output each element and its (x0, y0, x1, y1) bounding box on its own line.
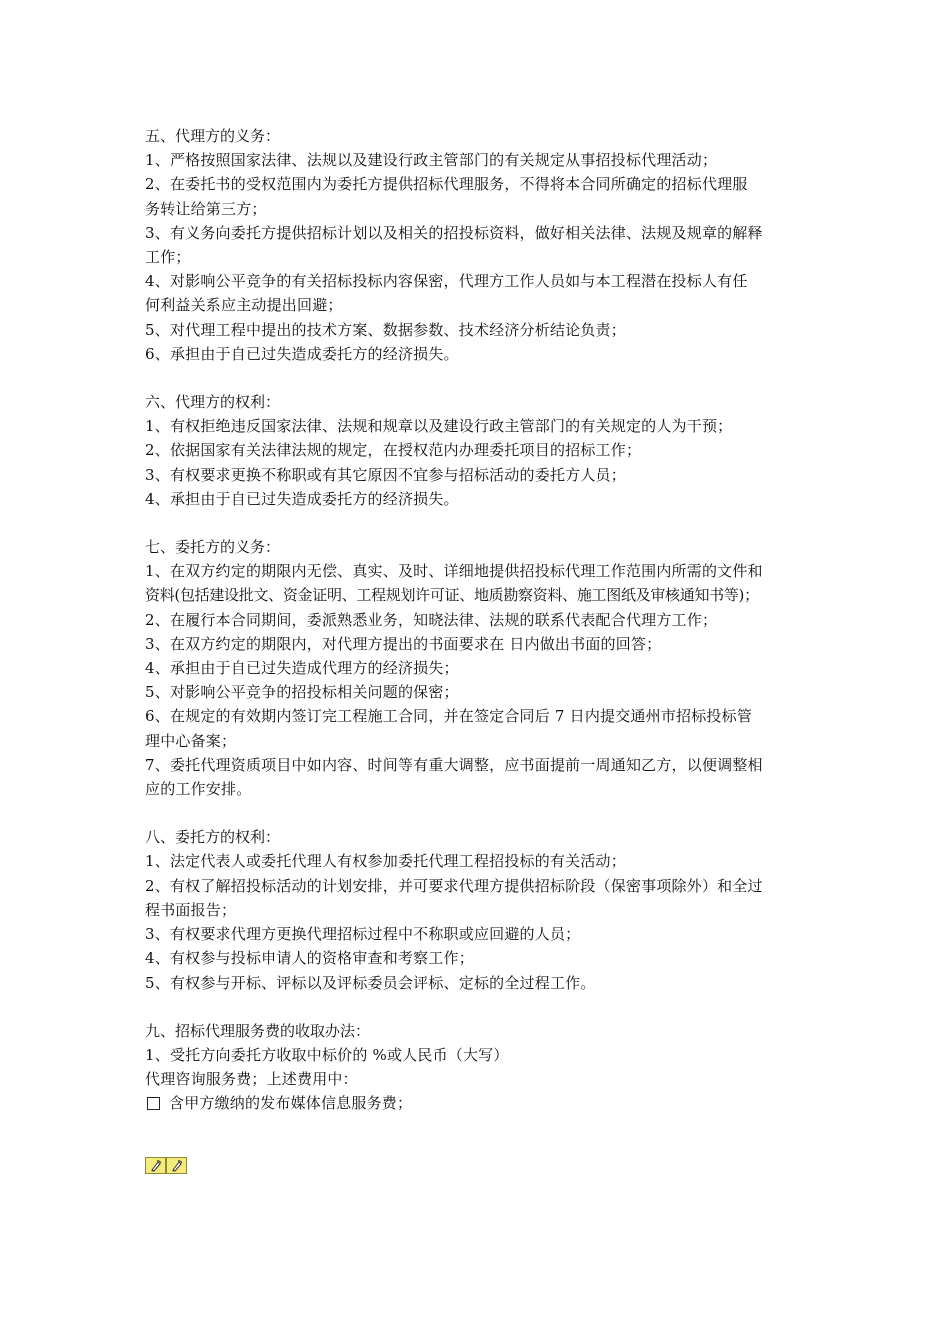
paragraph-line: 工作； (145, 248, 191, 267)
section-heading: 七、委托方的义务： (145, 538, 281, 557)
paragraph-line: 资料(包括建设批文、资金证明、工程规划许可证、地质勘察资料、施工图纸及审核通知书等)； (145, 586, 759, 605)
paragraph-line: 7、委托代理资质项目中如内容、时间等有重大调整，应书面提前一周通知乙方，以便调整相 (145, 755, 763, 774)
paragraph-line: 程书面报告； (145, 900, 237, 919)
paragraph-line: 3、有权要求更换不称职或有其它原因不宜参与招标活动的委托方人员； (145, 465, 626, 484)
paragraph-line: 4、有权参与投标申请人的资格审查和考察工作； (145, 949, 474, 968)
paragraph-line: 6、在规定的有效期内签订完工程施工合同，并在签定合同后 7 日内提交通州市招标投标管 (145, 707, 753, 726)
paragraph-line: 3、有权要求代理方更换代理招标过程中不称职或应回避的人员； (145, 925, 581, 944)
paragraph-line: 4、承担由于自已过失造成代理方的经济损失； (145, 659, 459, 678)
paragraph-line: 1、严格按照国家法律、法规以及建设行政主管部门的有关规定从事招投标代理活动； (145, 151, 718, 170)
paragraph-line: 6、承担由于自已过失造成委托方的经济损失。 (145, 344, 459, 363)
checkbox-option[interactable] (145, 1091, 817, 1115)
paragraph-line: 代理咨询服务费；上述费用中： (145, 1070, 358, 1089)
paragraph-line: 理中心备案； (145, 731, 237, 750)
paragraph-line: 3、在双方约定的期限内，对代理方提出的书面要求在 日内做出书面的回答； (145, 634, 662, 653)
paragraph-line: 何利益关系应主动提出回避； (145, 296, 343, 315)
paragraph-line: 2、有权了解招投标活动的计划安排，并可要求代理方提供招标阶段（保密事项除外）和全过 (145, 876, 763, 895)
paragraph-line: 2、依据国家有关法律法规的规定，在授权范内办理委托项目的招标工作； (145, 441, 642, 460)
edit-icon[interactable] (145, 1157, 166, 1174)
paragraph-line: 4、对影响公平竞争的有关招标投标内容保密，代理方工作人员如与本工程潜在投标人有任 (145, 272, 748, 291)
section-client-obligations (145, 535, 817, 801)
section-heading: 九、招标代理服务费的收取办法： (145, 1021, 371, 1040)
paragraph-line: 3、有义务向委托方提供招标计划以及相关的招投标资料，做好相关法律、法规及规章的解释 (145, 223, 763, 242)
section-client-rights (145, 825, 817, 994)
checkbox-label: 含甲方缴纳的发布媒体信息服务费； (169, 1094, 413, 1113)
section-heading: 五、代理方的义务： (145, 127, 281, 145)
paragraph-line: 务转让给第三方； (145, 199, 267, 218)
embedded-object-icons (145, 1157, 187, 1174)
section-agent-obligations (145, 124, 817, 366)
paragraph-line: 5、对代理工程中提出的技术方案、数据参数、技术经济分析结论负责； (145, 320, 626, 339)
paragraph-line: 4、承担由于自已过失造成委托方的经济损失。 (145, 489, 459, 508)
section-heading: 八、委托方的权利： (145, 828, 281, 847)
paragraph-line: 应的工作安排。 (145, 780, 252, 799)
edit-icon[interactable] (166, 1157, 187, 1174)
paragraph-line: 1、在双方约定的期限内无偿、真实、及时、详细地提供招投标代理工作范围内所需的文件和 (145, 562, 763, 581)
section-heading: 六、代理方的权利： (145, 393, 281, 412)
checkbox-icon[interactable] (147, 1097, 160, 1110)
paragraph-line: 2、在委托书的受权范围内为委托方提供招标代理服务，不得将本合同所确定的招标代理服 (145, 175, 748, 194)
section-agent-rights (145, 390, 817, 511)
paragraph-line: 2、在履行本合同期间，委派熟悉业务，知晓法律、法规的联系代表配合代理方工作； (145, 610, 718, 629)
paragraph-line: 1、法定代表人或委托代理人有权参加委托代理工程招投标的有关活动； (145, 852, 626, 871)
section-service-fee (145, 1019, 817, 1116)
paragraph-line: 5、有权参与开标、评标以及评标委员会评标、定标的全过程工作。 (145, 973, 596, 992)
document-body (145, 124, 817, 1140)
paragraph-line: 1、受托方向委托方收取中标价的 %或人民币（大写） (145, 1045, 509, 1064)
paragraph-line: 1、有权拒绝违反国家法律、法规和规章以及建设行政主管部门的有关规定的人为干预； (145, 417, 733, 436)
paragraph-line: 5、对影响公平竞争的招投标相关问题的保密； (145, 683, 459, 702)
